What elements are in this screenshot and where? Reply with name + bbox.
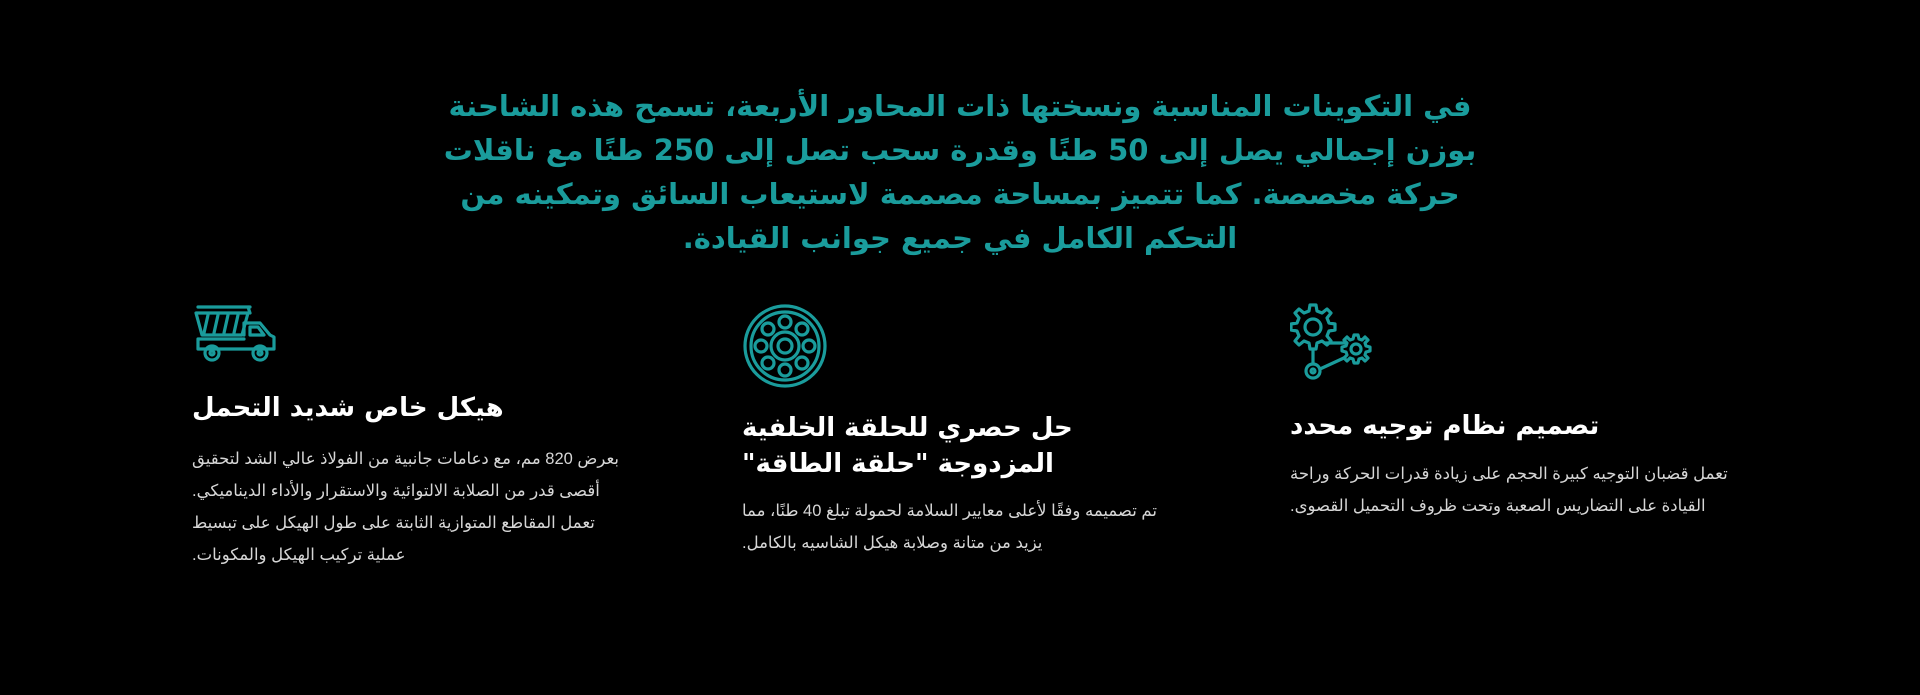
dump-truck-icon [192, 295, 278, 381]
feature-description: تم تصميمه وفقًا لأعلى معايير السلامة لحمولة تبلغ 40 طنًا، مما يزيد من متانة وصلابة هيكل الشاسيه بالكامل. [742, 502, 1157, 552]
feature-description: بعرض 820 مم، مع دعامات جانبية من الفولاذ عالي الشد لتحقيق أقصى قدر من الصلابة الالتوائية والاستقرار والأداء الديناميكي. تعمل المقاطع المتوازية الثابتة على طول الهيكل على تبسيط عملية تركيب الهيكل والمكونات. [192, 450, 620, 564]
gear-linkage-icon [1290, 299, 1376, 385]
intro-paragraph: في التكوينات المناسبة ونسختها ذات المحاور الأربعة، تسمح هذه الشاحنة بوزن إجمالي يصل إلى 50 طنًا وقدرة سحب تصل إلى 250 طنًا مع ناقلات حركة مخصصة. كما تتميز بمساحة مصممة لاستيعاب السائق وتمكينه من التحكم الكامل في جميع جوانب القيادة. [443, 89, 1477, 255]
feature-title: حل حصري للحلقة الخلفية المزدوجة "حلقة الطاقة" [742, 413, 1073, 479]
feature-title: هيكل خاص شديد التحمل [192, 393, 504, 423]
feature-title: تصميم نظام توجيه محدد [1290, 411, 1600, 441]
feature-description: تعمل قضبان التوجيه كبيرة الحجم على زيادة قدرات الحركة وراحة القيادة على التضاريس الصعبة وتحت ظروف التحميل القصوى. [1290, 465, 1728, 515]
bearing-ring-icon [742, 303, 828, 389]
features-section [0, 295, 1920, 655]
